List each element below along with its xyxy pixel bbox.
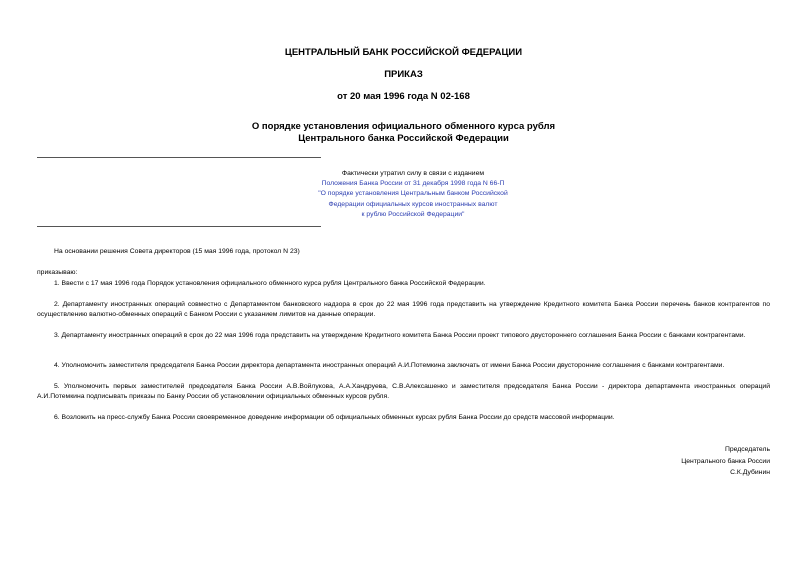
order-item: 2. Департаменту иностранных операций совместно с Департаментом банковского надзора в срок до 22 мая 1996 года представить на утверждение Кредитного комитета Банка России перечень банков контрагентов по осуществлению валютно-обменных операций с Банком России с указанием лимитов на данные операции. xyxy=(37,301,770,319)
divider-bottom xyxy=(37,226,321,227)
divider-top xyxy=(37,157,321,158)
status-note-link-line: Федерации официальных курсов иностранных валют xyxy=(328,200,498,208)
status-note-link-line: Положения Банка России от 31 декабря 1998 года N 66-П xyxy=(321,180,505,188)
document-title-line: О порядке установления официального обменного курса рубля xyxy=(251,121,556,132)
basis-paragraph: На основании решения Совета директоров (15 мая 1996 года, протокол N 23) xyxy=(54,248,300,255)
signatory-position: Председатель xyxy=(725,446,770,453)
status-note-link-line: "О порядке установления Центральным банком Российской xyxy=(318,190,508,198)
order-item: 1. Ввести с 17 мая 1996 года Порядок установления официального обменного курса рубля Центрального банка Российской Федерации. xyxy=(54,280,486,287)
order-word: приказываю: xyxy=(37,269,78,276)
order-item: 6. Возложить на пресс-службу Банка России своевременное доведение информации об официальных обменных курсах рубля Банка России до средств массовой информации. xyxy=(54,414,615,421)
signatory-name: С.К.Дубинин xyxy=(730,469,770,476)
status-note xyxy=(280,169,546,220)
order-item: 3. Департаменту иностранных операций в срок до 22 мая 1996 года представить на утверждение Кредитного комитета Банка России проект типового двустороннего соглашения Банка России с банками контрагентами. xyxy=(54,332,746,339)
issuer-heading: ЦЕНТРАЛЬНЫЙ БАНК РОССИЙСКОЙ ФЕДЕРАЦИИ xyxy=(284,47,523,58)
document-title xyxy=(0,121,807,145)
status-note-link-line: к рублю Российской Федерации" xyxy=(361,210,465,218)
document-title-line: Центрального банка Российской Федерации xyxy=(298,133,509,144)
signature-block xyxy=(681,444,770,479)
document-date-number: от 20 мая 1996 года N 02-168 xyxy=(337,91,470,102)
status-note-text: Фактически утратил силу в связи с изданием xyxy=(341,170,485,177)
signatory-organization: Центрального банка России xyxy=(681,457,770,465)
order-item: 5. Уполномочить первых заместителей председателя Банка России А.В.Войлукова, А.А.Хандруева, С.В.Алексашенко и заместителя председателя Банка России - директора департамента иностранных операций А.И.Потемкина подписывать приказы по Банку России об установлении официальных обменных курсов рубля. xyxy=(37,383,770,401)
order-item: 4. Уполномочить заместителя председателя Банка России директора департамента иностранных операций А.И.Потемкина заключать от имени Банка России двусторонние соглашения с банками контрагентами. xyxy=(54,362,725,369)
document-type: ПРИКАЗ xyxy=(384,69,423,80)
status-note-link[interactable] xyxy=(280,179,546,220)
